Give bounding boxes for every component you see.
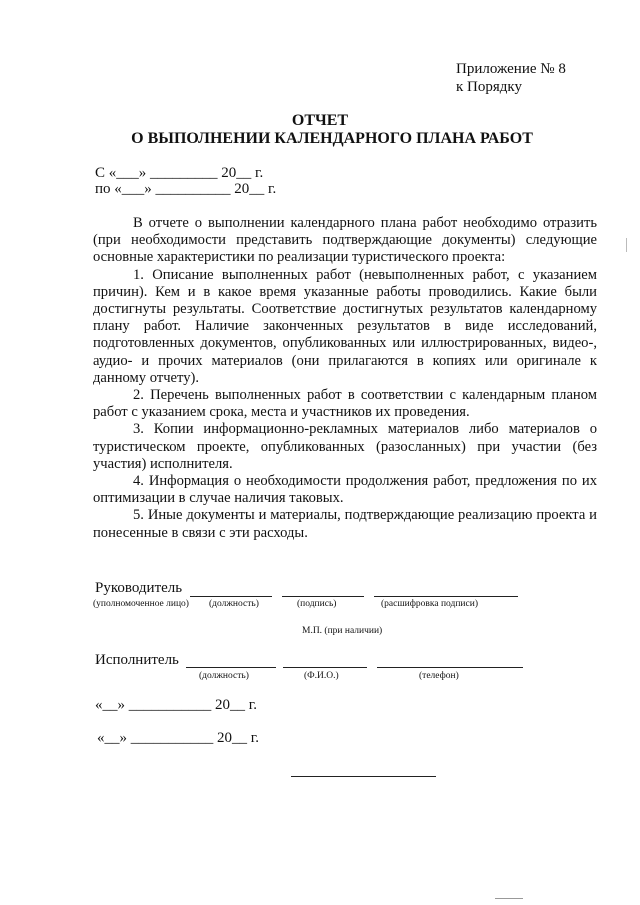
body-item-1: 1. Описание выполненных работ (невыполненных работ, с указанием причин). Кем и в какое время указанные работы проводились. Какие были достигнуты результаты. Соответствие достигнутых результатов календарному плану работ. Наличие законченных результатов в виде исследований, подготовленных документов, опубликованных или иллюстрированных, видео-, аудио- и прочих материалов (они прилагаются в копиях или оригинале к данному отчету).: [93, 266, 597, 386]
report-subtitle: О ВЫПОЛНЕНИИ КАЛЕНДАРНОГО ПЛАНА РАБОТ: [131, 130, 533, 147]
head-caption-position: (должность): [209, 599, 259, 609]
head-position-line: [190, 596, 272, 597]
executor-label: Исполнитель: [95, 652, 179, 668]
body-item-4: 4. Информация о необходимости продолжения работ, предложения по их оптимизации в случае наличия таковых.: [93, 473, 597, 507]
date-line-1: «__» ___________ 20__ г.: [95, 697, 257, 713]
period-from: С «___» _________ 20__ г.: [95, 165, 264, 181]
head-label: Руководитель: [95, 580, 183, 596]
executor-caption-position: (должность): [199, 671, 249, 681]
period-to: по «___» __________ 20__ г.: [95, 181, 277, 197]
executor-name-line: [283, 667, 367, 668]
final-signature-line: [291, 776, 436, 777]
executor-position-line: [186, 667, 276, 668]
body-item-2: 2. Перечень выполненных работ в соответствии с календарным планом работ с указанием срока, места и участников их проведения.: [93, 387, 597, 421]
executor-caption-name: (Ф.И.О.): [304, 671, 339, 681]
stamp-place: М.П. (при наличии): [302, 626, 383, 636]
scan-bottom-mark: [495, 898, 523, 899]
appendix-reference: к Порядку: [456, 79, 522, 95]
head-caption-person: (уполномоченное лицо): [93, 599, 189, 609]
scan-margin-mark: [626, 238, 627, 252]
head-decryption-line: [374, 596, 518, 597]
body-item-5: 5. Иные документы и материалы, подтверждающие реализацию проекта и понесенные в связи с эти расходы.: [93, 507, 597, 541]
date-line-2: «__» ___________ 20__ г.: [97, 730, 259, 746]
appendix-number: Приложение № 8: [456, 61, 566, 77]
appendix-header: [456, 60, 566, 96]
executor-phone-line: [377, 667, 523, 668]
head-signature-line: [282, 596, 364, 597]
head-caption-signature: (подпись): [297, 599, 337, 609]
head-caption-decryption: (расшифровка подписи): [381, 599, 478, 609]
report-body: [93, 215, 597, 542]
executor-caption-phone: (телефон): [419, 671, 459, 681]
body-item-3: 3. Копии информационно-рекламных материалов либо материалов о туристическом проекте, опубликованных (разосланных) при участии (без участия) исполнителя.: [93, 421, 597, 472]
body-intro: В отчете о выполнении календарного плана работ необходимо отразить (при необходимости представить подтверждающие документы) следующие основные характеристики по реализации туристического проекта:: [93, 215, 597, 266]
report-title: ОТЧЕТ: [291, 112, 349, 129]
